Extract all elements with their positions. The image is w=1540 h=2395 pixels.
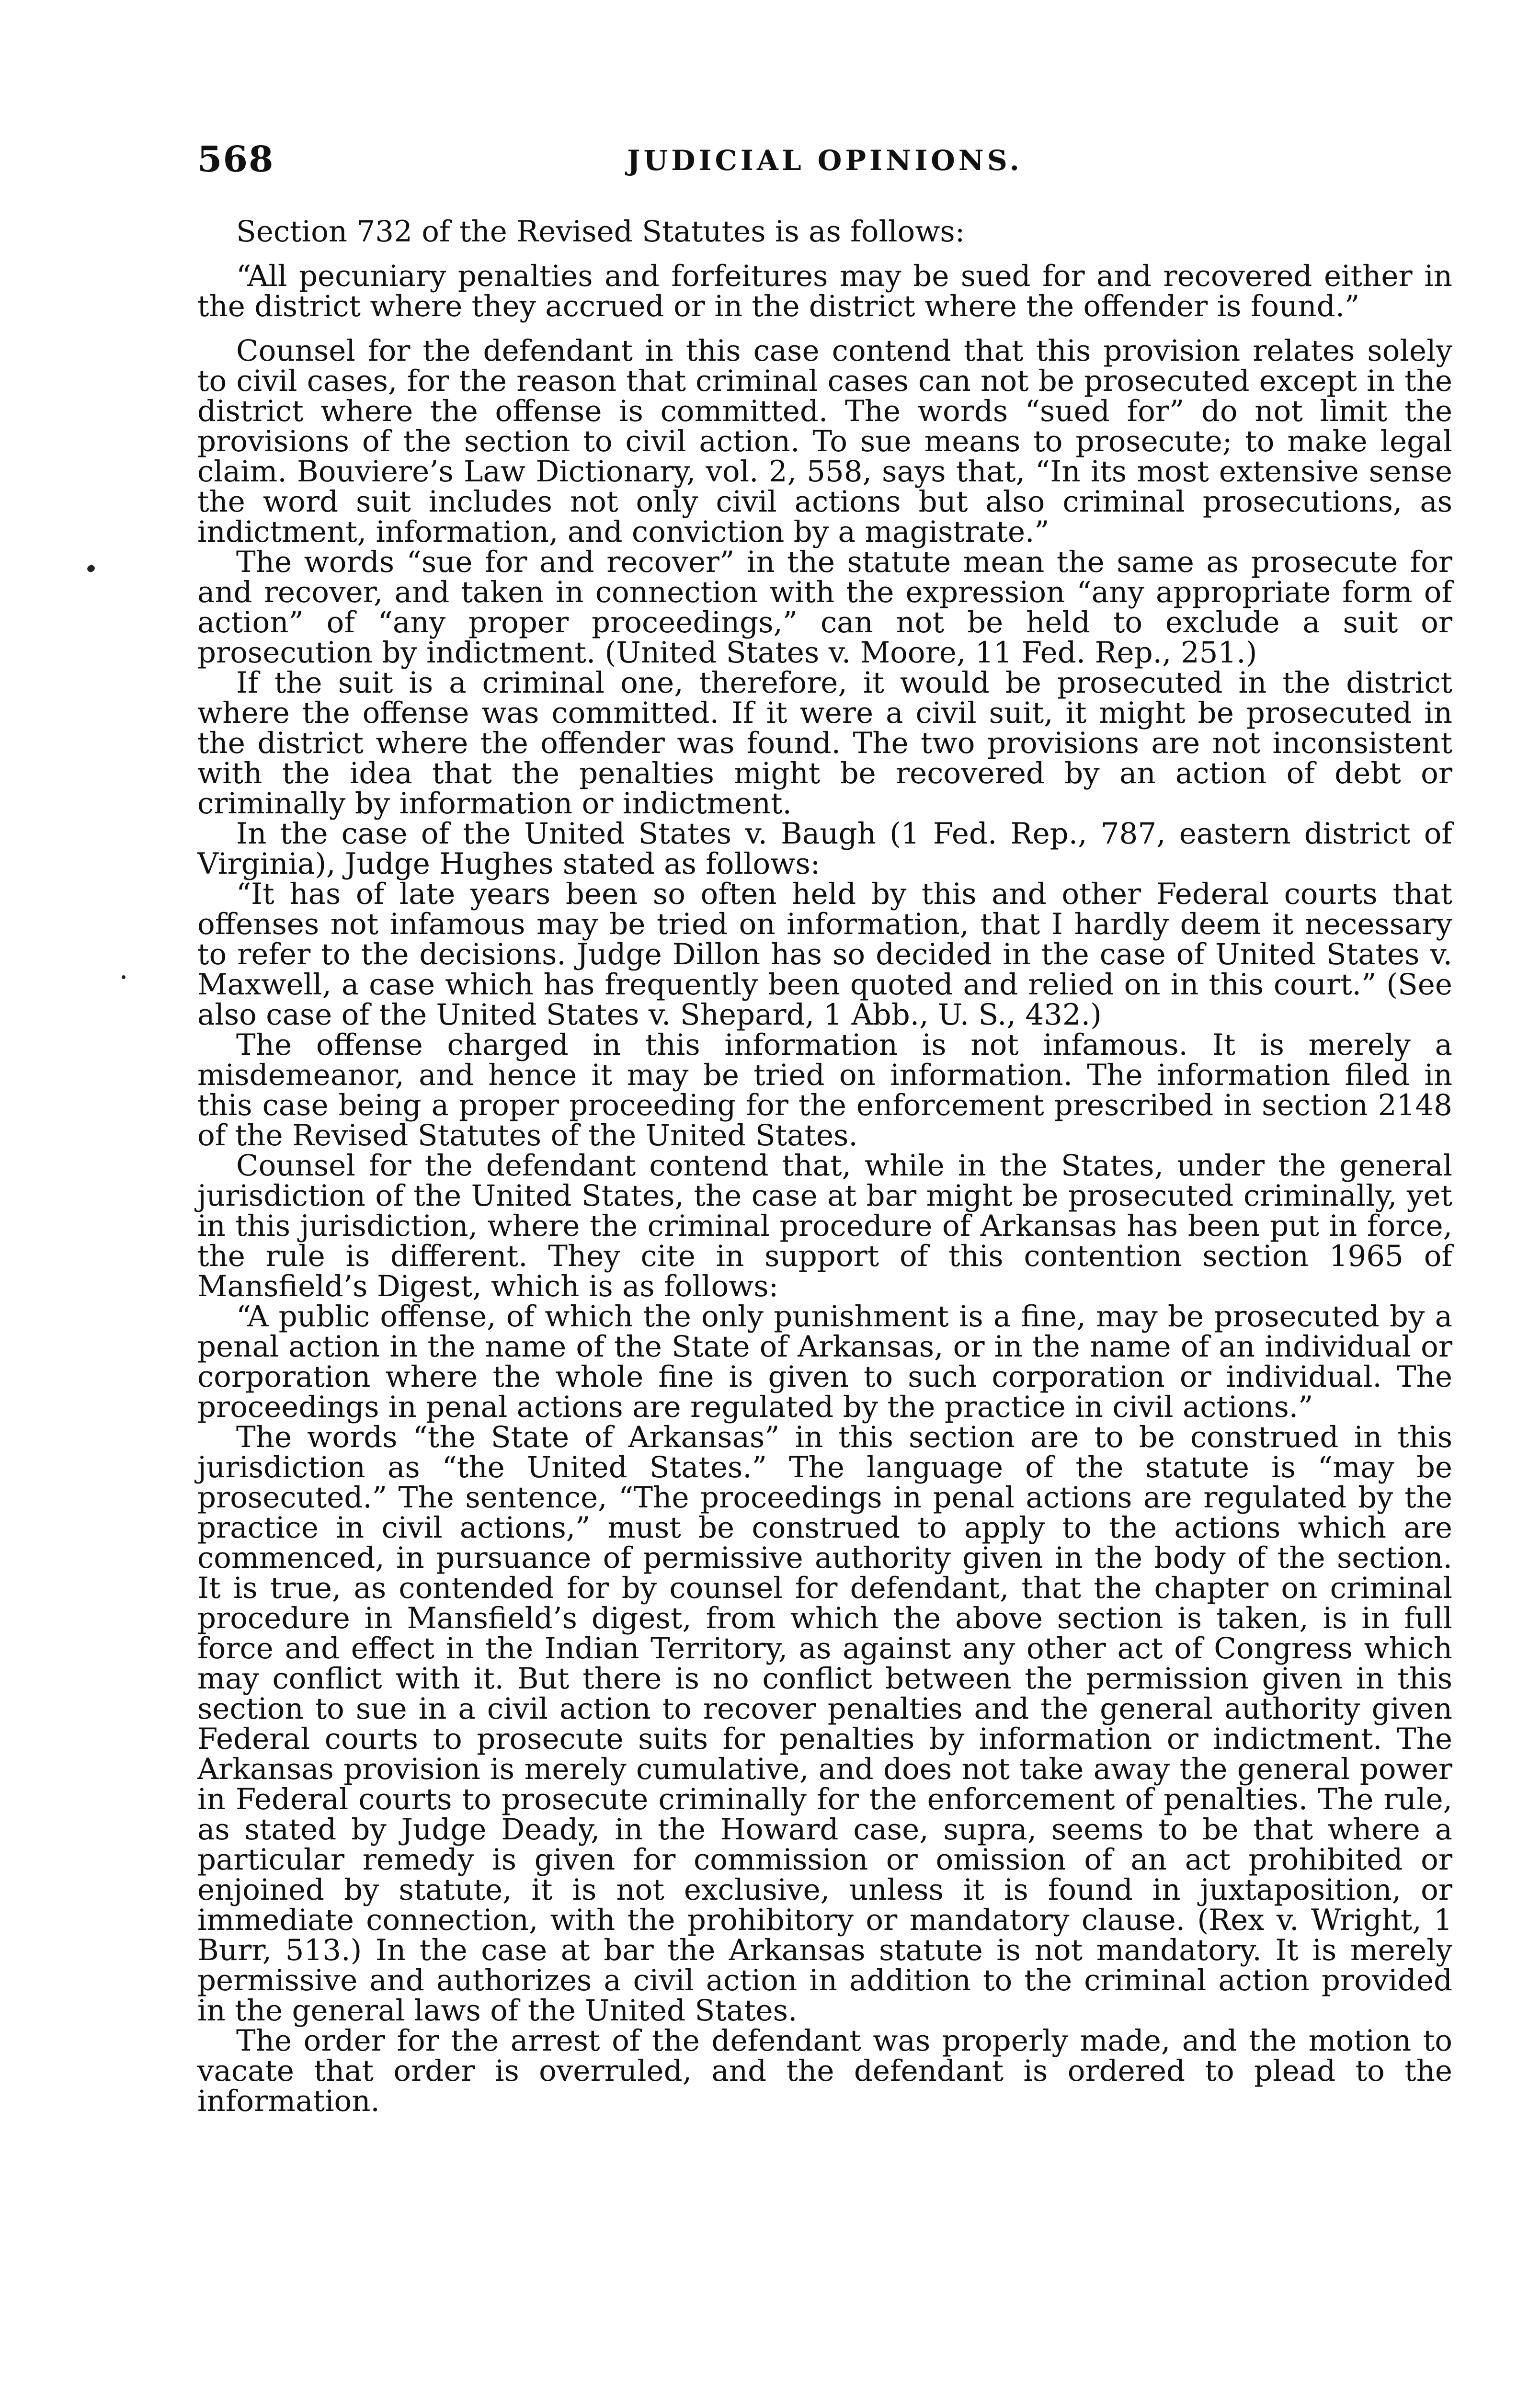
paragraph-construction: The words “the State of Arkansas” in this section are to be construed in this jurisdiction as “the United States.” The language of the statute is “may be prosecuted.” The sentence, “The proceedings in penal actions are regulated by the practice in civil actions,” must be construed to apply to the actions which are commenced, in pursuance of permissive authority given in the body of the section. It is true, as contended for by counsel for defendant, that the chapter on criminal procedure in Mansfield’s digest, from which the above section is taken, is in full force and effect in the Indian Territory, as against any other act of Congress which may conflict with it. But there is no conflict between the permission given in this section to sue in a civil action to recover penalties and the general authority given Federal courts to prosecute suits for penalties by information or indictment. The Arkansas provision is merely cumulative, and does not take away the general power in Federal courts to prosecute criminally for the enforcement of penalties. The rule, as stated by Judge Deady, in the Howard case, supra, seems to be that where a particular remedy is given for commission or omission of an act prohibited or enjoined by statute, it is not exclusive, unless it is found in juxtaposition, or immediate connection, with the prohibitory or mandatory clause. (Rex v. Wright, 1 Burr, 513.) In the case at bar the Arkansas statute is not mandatory. It is merely permissive and authorizes a civil action in addition to the criminal action provided in the general laws of the United States. bbox=[197, 1420, 1452, 2028]
paragraph-statute-quote: “All pecuniary penalties and forfeitures may be sued for and recovered either in the district where they accrued or in the district where the offender is found.” bbox=[197, 259, 1452, 323]
paragraph-not-infamous: The offense charged in this information is not infamous. It is merely a misdemeanor, and hence it may be tried on information. The information filed in this case being a proper proceeding for the enforcement prescribed in section 2148 of the Revised Statutes of the United States. bbox=[197, 1028, 1452, 1152]
page-number: 568 bbox=[197, 139, 274, 180]
paragraph-statute-intro: Section 732 of the Revised Statutes is as follows: bbox=[236, 215, 965, 249]
ink-dot-mark bbox=[122, 975, 125, 979]
paragraph-arkansas-jurisdiction: Counsel for the defendant contend that, while in the States, under the general jurisdiction of the United States, the case at bar might be prosecuted criminally, yet in this jurisdiction, where the criminal procedure of Arkansas has been put in force, the rule is different. They cite in support of this contention section 1965 of Mansfield’s Digest, which is as follows: bbox=[197, 1149, 1452, 1303]
paragraph-baugh-case: In the case of the United States v. Baugh (1 Fed. Rep., 787, eastern district of Virginia), Judge Hughes stated as follows: bbox=[197, 817, 1452, 881]
ink-speck-mark bbox=[86, 564, 96, 573]
paragraph-counsel-contention: Counsel for the defendant in this case contend that this provision relates solely to civil cases, for the reason that criminal cases can not be prosecuted except in the district where the offense is committed. The words “sued for” do not limit the provisions of the section to civil action. To sue means to prosecute; to make legal claim. Bouviere’s Law Dictionary, vol. 2, 558, says that, “In its most extensive sense the word suit includes not only civil actions but also criminal prosecutions, as indictment, information, and conviction by a magistrate.” bbox=[197, 334, 1452, 549]
paragraph-criminal-or-civil: If the suit is a criminal one, therefore, it would be prosecuted in the district where the offense was committed. If it were a civil suit, it might be prosecuted in the district where the offender was found. The two provisions are not inconsistent with the idea that the penalties might be recovered by an action of debt or criminally by information or indictment. bbox=[197, 666, 1452, 821]
paragraph-conclusion: The order for the arrest of the defendant was properly made, and the motion to vacate that order is overruled, and the defendant is ordered to plead to the information. bbox=[197, 2024, 1452, 2118]
paragraph-mansfield-quote: “A public offense, of which the only punishment is a fine, may be prosecuted by a penal action in the name of the State of Arkansas, or in the name of an individual or corporation where the whole fine is given to such corporation or individual. The proceedings in penal actions are regulated by the practice in civil actions.” bbox=[197, 1300, 1452, 1424]
running-head bbox=[197, 138, 1452, 181]
opinion-body bbox=[197, 217, 1452, 2116]
paragraph-hughes-quote: “It has of late years been so often held by this and other Federal courts that offenses not infamous may be tried on information, that I hardly deem it necessary to refer to the decisions. Judge Dillon has so decided in the case of United States v. Maxwell, a case which has frequently been quoted and relied on in this court.” (See also case of the United States v. Shepard, 1 Abb., U. S., 432.) bbox=[197, 877, 1452, 1032]
running-title: JUDICIAL OPINIONS. bbox=[627, 144, 1023, 177]
paragraph-sue-and-recover: The words “sue for and recover” in the statute mean the same as prosecute for and recover, and taken in connection with the expression “any appropriate form of action” of “any proper proceedings,” can not be held to exclude a suit or prosecution by indictment. (United States v. Moore, 11 Fed. Rep., 251.) bbox=[197, 545, 1452, 670]
